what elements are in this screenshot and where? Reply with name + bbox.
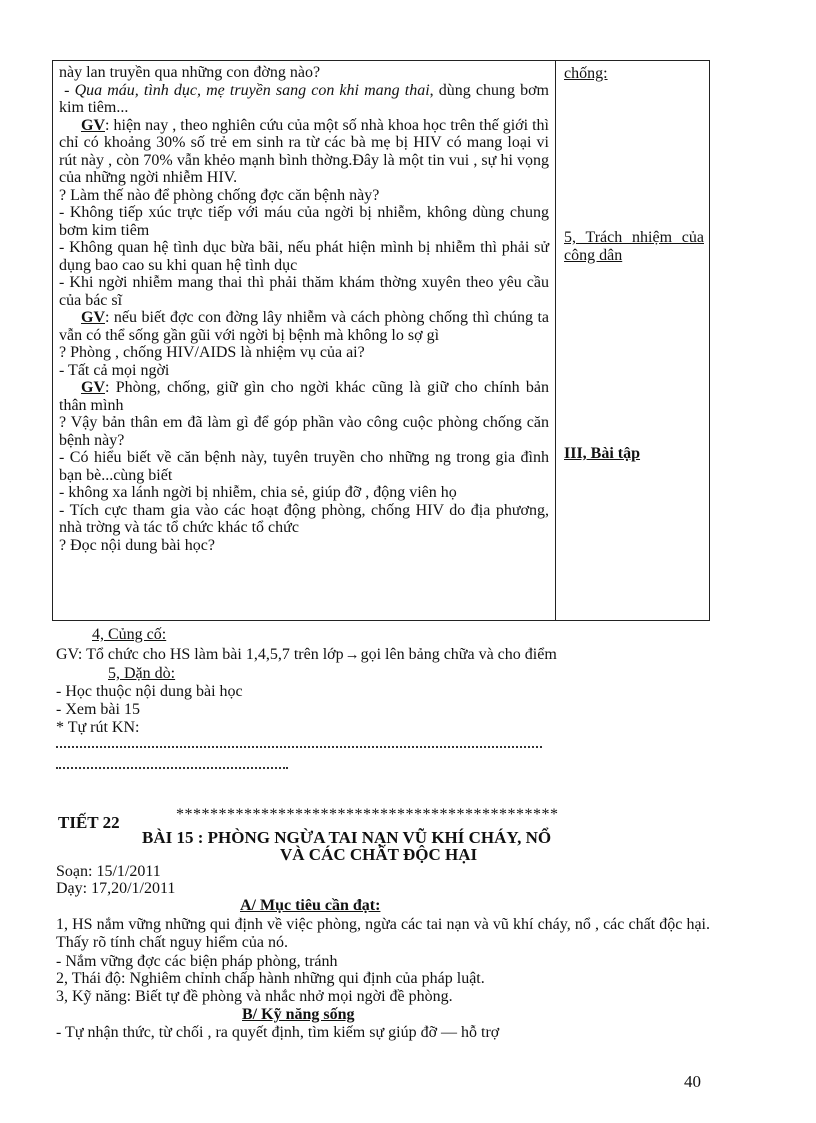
lesson-title: BÀI 15 : PHÒNG NGỪA TAI NẠN VŨ KHÍ CHÁY, NỔ	[142, 828, 552, 847]
dotted-line	[56, 767, 288, 769]
table-left-column	[53, 61, 556, 620]
objective-paragraph: 1, HS nắm vững những qui định về việc phòng, ngừa các tai nạn và vũ khí cháy, nổ , các chất độc hại. Thấy rõ tính chất nguy hiểm của nó.	[56, 916, 710, 951]
table-line: ? Vậy bản thân em đã làm gì để góp phần vào công cuộc phòng chống căn bệnh này?	[59, 414, 549, 449]
section-heading-skills: B/ Kỹ năng sống	[242, 1006, 355, 1023]
date-prepared: Soạn: 15/1/2011	[56, 863, 161, 880]
table-line: - không xa lánh ngời bị nhiễm, chia sẻ, giúp đỡ , động viên họ	[59, 484, 457, 501]
experience-label: * Tự rút KN:	[56, 719, 140, 736]
objective-item: - Nắm vững đợc các biện pháp phòng, tránh	[56, 953, 338, 970]
table-line: - Có hiểu biết về căn bệnh này, tuyên truyền cho những ng trong gia đình bạn bè...cùng biết	[59, 449, 549, 484]
table-line: - Không tiếp xúc trực tiếp với máu của ngời bị nhiễm, không dùng chung bơm kim tiêm	[59, 204, 549, 239]
lesson-table	[52, 60, 710, 621]
star-separator: *********************************************	[176, 806, 559, 823]
table-right-column	[556, 61, 709, 620]
right-item-chong: chống:	[564, 65, 608, 82]
right-item-trach-nhiem: 5, Trách nhiệm của công dân	[564, 229, 704, 264]
table-line: ? Đọc nội dung bài học?	[59, 536, 215, 554]
arrow-right-icon: →	[344, 647, 360, 663]
dando-heading: 5, Dặn dò:	[108, 665, 176, 682]
table-line: - Tích cực tham gia vào các hoạt động phòng, chống HIV do địa phương, nhà trờng và tác tổ chức khác tổ chức	[59, 501, 549, 536]
dotted-line	[56, 746, 542, 748]
table-line: GV: Phòng, chống, giữ gìn cho ngời khác cũng là giữ cho chính bản thân mình	[59, 379, 549, 414]
section-heading-objectives: A/ Mục tiêu cần đạt:	[240, 897, 381, 914]
table-line: - Tất cả mọi ngời	[59, 361, 170, 379]
skills-item: - Tự nhận thức, từ chối , ra quyết định, tìm kiếm sự giúp đỡ — hỗ trợ	[56, 1024, 500, 1041]
table-line: GV: nếu biết đợc con đờng lây nhiễm và cách phòng chống thì chúng ta vẫn có thể sống gần gũi với ngời bị bệnh mà không lo sợ gì	[59, 309, 549, 344]
table-line: - Không quan hệ tình dục bừa bãi, nếu phát hiện mình bị nhiễm thì phải sử dụng bao cao su khi quan hệ tình dục	[59, 239, 549, 274]
homework-item: - Học thuộc nội dung bài học	[56, 683, 243, 700]
table-line: - Khi ngời nhiễm mang thai thì phải thăm khám thờng xuyên theo yêu cầu của bác sĩ	[59, 274, 549, 309]
table-line: ? Phòng , chống HIV/AIDS là nhiệm vụ của ai?	[59, 344, 365, 361]
page-number: 40	[684, 1072, 701, 1091]
table-line: GV: hiện nay , theo nghiên cứu của một số nhà khoa học trên thế giới thì chỉ có khoảng 30% số trẻ em sinh ra từ các bà mẹ bị HIV có mang loại vi rút này , còn 70% vẫn khẻo mạnh bình thờng.Đây là một tin vui , sự hi vọng của những ngời nhiễm HIV.	[59, 116, 549, 186]
objective-item: 3, Kỹ năng: Biết tự đề phòng và nhắc nhở mọi ngời đề phòng.	[56, 988, 453, 1005]
lesson-period: TIẾT 22	[58, 813, 120, 832]
right-item-bai-tap: III, Bài tập	[564, 445, 641, 462]
cungco-heading: 4, Củng cố:	[92, 626, 167, 643]
gv-task-line: GV: Tổ chức cho HS làm bài 1,4,5,7 trên lớp→gọi lên bảng chữa và cho điểm	[56, 646, 557, 663]
lesson-title-line2: VÀ CÁC CHẤT ĐỘC HẠI	[280, 845, 478, 864]
table-line: này lan truyền qua những con đờng nào?	[59, 64, 321, 81]
homework-item: - Xem bài 15	[56, 701, 140, 718]
table-line: - Qua máu, tình dục, mẹ truyền sang con khi mang thai, dùng chung bơm kim tiêm...	[59, 81, 550, 116]
table-line: ? Làm thế nào để phòng chống đợc căn bệnh này?	[59, 186, 380, 204]
objective-item: 2, Thái độ: Nghiêm chỉnh chấp hành những qui định của pháp luật.	[56, 970, 485, 987]
date-taught: Dạy: 17,20/1/2011	[56, 880, 176, 897]
